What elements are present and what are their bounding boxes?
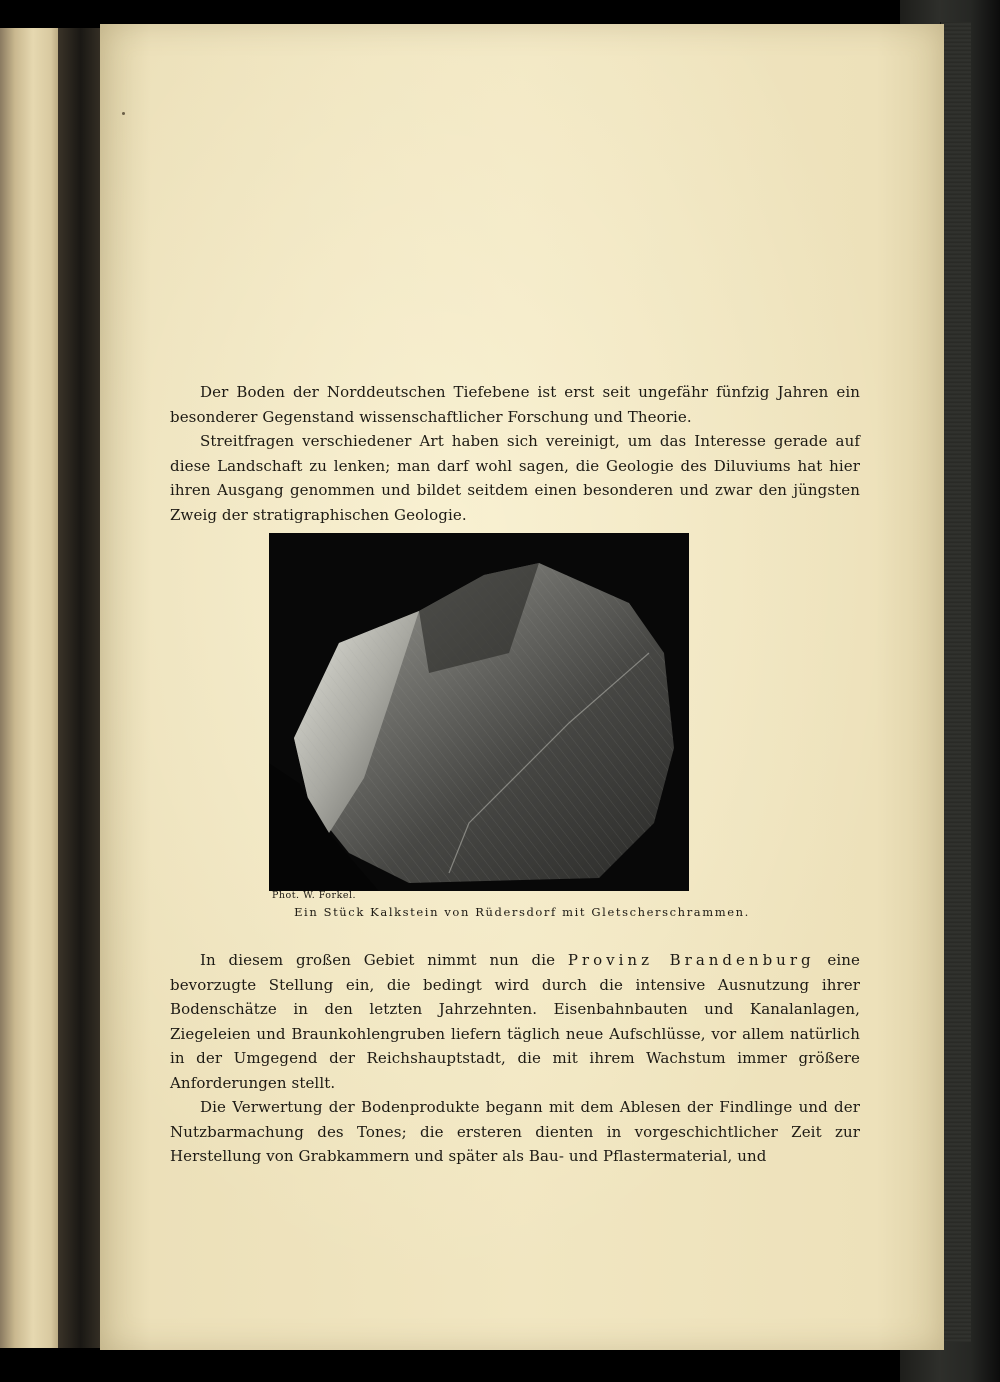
paragraph (170, 380, 860, 429)
text-run: In diesem großen Gebiet nimmt nun die (200, 951, 568, 969)
text-run: Der Boden der Norddeutschen Tiefebene ist erst seit ungefähr fünfzig Jahren ein besonderer Gegenstand wissenschaftlicher Forschung und Theorie. (170, 383, 860, 426)
book-cover-edge (940, 22, 971, 1342)
limestone-photograph (269, 533, 689, 891)
text-run: eine bevorzugte Stellung ein, die bedingt wird durch die intensive Ausnutzung ihrer Bodenschätze in den letzten Jahrzehnten. Eisenbahnbauten und Kanalanlagen, Ziegeleien und Braunkohlengruben liefern täglich neue Aufschlüsse, vor allem natürlich in der Umgegend der Reichshauptstadt, die mit ihrem Wachstum immer größere Anforderungen stellt. (170, 951, 861, 1092)
paper-speck (122, 112, 125, 115)
emphasized-province-name: Provinz Brandenburg (567, 951, 815, 969)
photo-credit: Phot. W. Forkel. (272, 890, 356, 901)
figure-caption: Ein Stück Kalkstein von Rüdersdorf mit Gletscherschrammen. (294, 905, 750, 919)
left-facing-page (0, 28, 60, 1348)
text-run: Streitfragen verschiedener Art haben sich vereinigt, um das Interesse gerade auf diese Landschaft zu lenken; man darf wohl sagen, die Geologie des Diluviums hat hier ihren Ausgang genommen und bildet seitdem einen besonderen und zwar den jüngsten Zweig der stratigraphischen Geologie. (170, 432, 860, 524)
paragraph (170, 948, 860, 1095)
text-block-bottom (170, 948, 860, 1169)
paragraph (170, 1095, 860, 1169)
text-run: Die Verwertung der Bodenprodukte begann mit dem Ablesen der Findlinge und der Nutzbarmachung des Tones; die ersteren dienten in vorgeschichtlicher Zeit zur Herstellung von Grabkammern und später als Bau- und Pflastermaterial, und (170, 1098, 860, 1165)
paragraph (170, 429, 860, 527)
book-page (100, 24, 944, 1350)
text-block-top (170, 380, 860, 527)
